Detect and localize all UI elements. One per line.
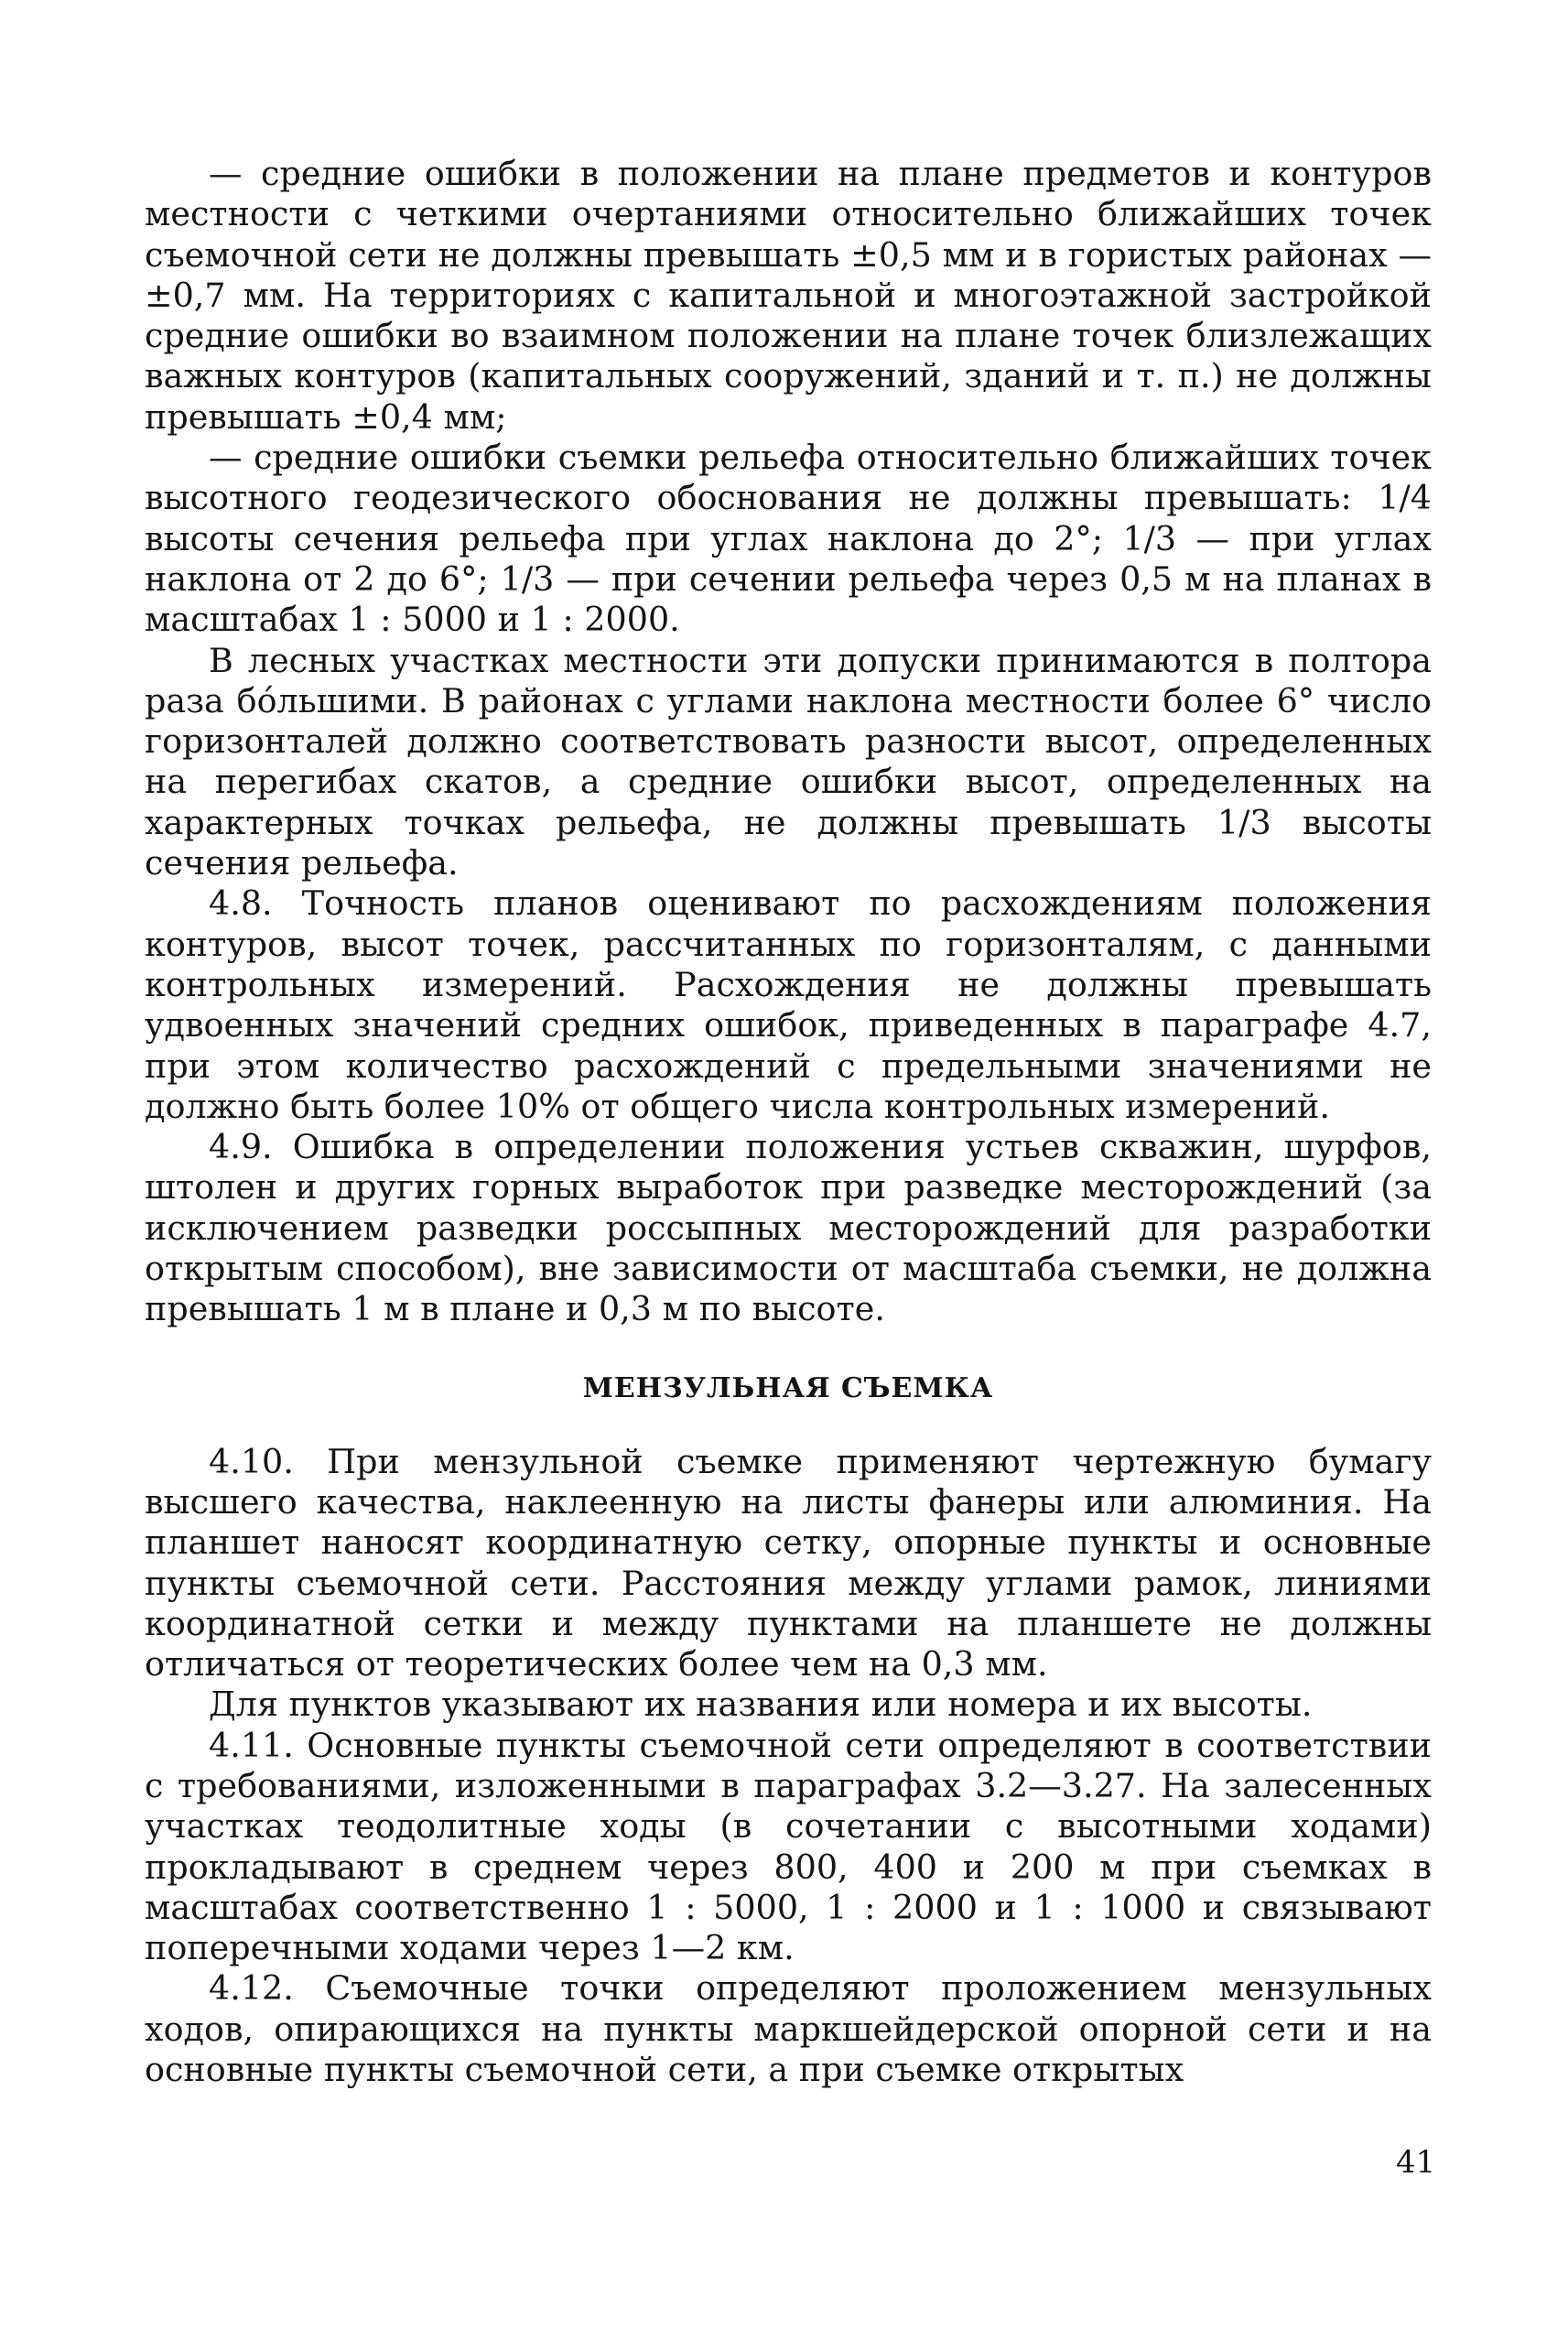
page-number: 41 — [1396, 2144, 1436, 2181]
paragraph-4-12: 4.12. Съемочные точки определяют проложением мензульных ходов, опирающихся на пункты маркшейдерской опорной сети и на основные пункты съемочной сети, а при съемке открытых — [145, 1968, 1432, 2090]
paragraph-points-names: Для пунктов указывают их названия или номера и их высоты. — [209, 1684, 1313, 1725]
document-page — [145, 154, 1432, 2090]
paragraph-tolerance-relief: — средние ошибки съемки рельефа относительно ближайших точек высотного геодезического обоснования не должны превышать: 1/4 высоты сечения рельефа при углах наклона до 2°; 1/3 — при углах наклона от 2 до 6°; 1/3 — при сечении рельефа через 0,5 м на планах в масштабах 1 : 5000 и 1 : 2000. — [145, 438, 1432, 640]
paragraph-tolerance-contours: — средние ошибки в положении на плане предметов и контуров местности с четкими очертаниями относительно ближайших точек съемочной сети не должны превышать ±0,5 мм и в гористых районах — ±0,7 мм. На территориях с капитальной и многоэтажной застройкой средние ошибки во взаимном положении на плане точек близлежащих важных контуров (капитальных сооружений, зданий и т. п.) не должны превышать ±0,4 мм; — [145, 154, 1432, 437]
paragraph-4-11: 4.11. Основные пункты съемочной сети определяют в соответствии с требованиями, изложенными в параграфах 3.2—3.27. На залесенных участках теодолитные ходы (в сочетании с высотными ходами) прокладывают в среднем через 800, 400 и 200 м при съемках в масштабах соответственно 1 : 5000, 1 : 2000 и 1 : 1000 и связывают поперечными ходами через 1—2 км. — [145, 1725, 1432, 1968]
paragraph-forest-areas: В лесных участках местности эти допуски принимаются в полтора раза бóльшими. В районах с углами наклона местности более 6° число горизонталей должно соответствовать разности высот, определенных на перегибах скатов, а средние ошибки высот, определенных на характерных точках рельефа, не должны превышать 1/3 высоты сечения рельефа. — [145, 640, 1432, 883]
paragraph-4-9: 4.9. Ошибка в определении положения устьев скважин, шурфов, штолен и других горных выработок при разведке месторождений (за исключением разведки россыпных месторождений для разработки открытым способом), вне зависимости от масштаба съемки, не должна превышать 1 м в плане и 0,3 м по высоте. — [145, 1127, 1432, 1329]
paragraph-4-8: 4.8. Точность планов оценивают по расхождениям положения контуров, высот точек, рассчитанных по горизонталям, с данными контрольных измерений. Расхождения не должны превышать удвоенных значений средних ошибок, приведенных в параграфе 4.7, при этом количество расхождений с предельными значениями не должно быть более 10% от общего числа контрольных измерений. — [145, 883, 1432, 1126]
paragraph-4-10: 4.10. При мензульной съемке применяют чертежную бумагу высшего качества, наклеенную на листы фанеры или алюминия. На планшет наносят координатную сетку, опорные пункты и основные пункты съемочной сети. Расстояния между углами рамок, линиями координатной сетки и между пунктами на планшете не должны отличаться от теоретических более чем на 0,3 мм. — [145, 1441, 1432, 1684]
section-heading: МЕНЗУЛЬНАЯ СЪЕМКА — [582, 1371, 994, 1404]
